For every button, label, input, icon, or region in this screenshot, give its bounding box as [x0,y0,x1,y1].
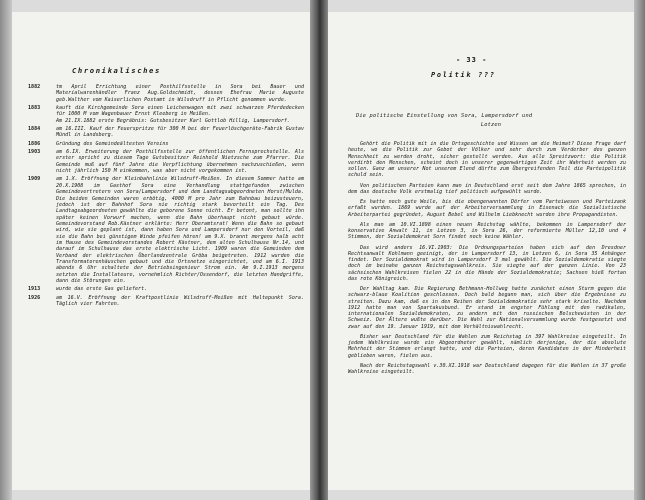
entry-year: 1903 [28,149,41,156]
entry-year: 1883 [28,105,41,112]
article-paragraph: Bisher war Deutschland für die Wahlen zum Reichstag in 397 Wahlkreise eingeteilt. In jedem Wahlkreise wurde ein Abgeordneter gewählt, nämlich derjenige, der die absolute Mehrheit der Stimmen erlangt hatte, und die Parteien, deren Kandidaten in der Minderheit geblieben waren, fielen aus. [348,333,626,359]
article-paragraph: Als man am 10.VI.1898 einen neuen Reichstag wählte, bekommen in Lampersdorf der konservative Anwalt 11, in Lotzen 3, in Sora 26, der reformierte Müller 12,10 und 4 Stimmen, der Sozialdemokrat Sorn findet noch keine Wähler. [348,221,626,241]
entry-text: am 16.V. Eröffnung der Kraftpostlinie Wilsdruff-Meißen mit Haltepunkt Sora. Täglich vier Fahrten. [56,294,304,307]
page-number: - 33 - [456,56,488,64]
heading-line-2: Lotzen [480,121,502,128]
entry-text: am 6.IX. Erweiterung der Posthilfsstelle zur öffentlichen Fernsprechstelle. Als erster spricht zu diesem Tage Gutsbesitzer Reinhold Nietzsche zum Pfarrer. Die Gemeinde muß auf fünf Jahre die Verpflichtung übernehmen nachzuschießen, wenn nicht jährlich 150 M einkommen, was aber nicht vorgekommen ist. [56,149,304,175]
article-paragraph: Gehört die Politik mit in die Ortsgeschichte und Wissen um die Heimat? Diese Frage darf heute, wo die Politik zur Gebot der Völker und sehr durch zum Verderber des ganzen Menschheit zu werden droht, sicher gestellt werden. Aus alle Spreitzwort: die Politik verdirbt den Menschen, scheint doch in unserer gegenwärtigen Zeit ihr Wahrheit werden zu sollen. Ganz am unserer Not unserem Elend dürfte zum Übergreifenden Teil die Parteipolitik schuld sein. [348,141,626,179]
chronicle-entry [22,105,304,118]
article-paragraph: Von politischen Parteien kann man in Deutschland erst seit dem Jahre 1865 sprechen, in dem das deutsche Volk erstmalig tief politisch aufgewühlt wurde. [348,182,626,195]
chronicle-entry [22,286,304,292]
chronicle-entry [22,84,304,103]
left-page-title: Chronikalisches [72,66,161,75]
entry-year: 1926 [28,294,41,301]
chronicle-entry [22,149,304,174]
right-page [328,12,634,490]
chronicle-entry [22,176,304,284]
right-page-title: Politik ??? [431,71,496,79]
entry-text: kauft die Kirchgemeinde Sora einen Leichenwagen mit zwei schwarzen Pferdedecken für 1000 M vom Wagenbauer Ernst Kleeberg in Meißen. [56,105,304,118]
heading-line-1: Die politische Einstellung von Sora, Lampersdorf und [356,113,533,119]
entry-text: am 1.X. Eröffnung der Kleinbahnlinie Wilsdruff-Meißen. In diesem Sommer hatte am 20.X.1908 im Gasthof Sora eine Verhandlung stattgefunden zwischen Gemeindevertretern von Sora/Lampersdorf und dem Landtagsabgeordneten Horst/Mulda. Die beiden Gemeinden waren erbötig, 4000 M pro Jahr zum Bahnbau beizusteuern, jedoch ist der Bahnhof Sora nie richtig stark bevorteilt ein Tag. Des Landtagsabgeordneten gewählte die geborene Sonne nicht. Er betont, man sollte ihn später keinen Vorwurf machen, wenn die Bahn überhaupt nicht gebaut würde. Gemeindevorstand Rob.Kästner erklärte: Herr Oberamtsrat! Wenn die Bahn so gebaut wird, wie sie geplant ist, dann haben Sora und Lampersdorf nur den Vorteil, daß sie die Bahn bei günstigem Winde pfeifen hören! am 9.X. brannt morgens halb acht im Hause des Gemeindevorstandes Robert Kästner, dem alten Schulhause Nr.14, und darauf im Schulhause das erste elektrische Licht. 1909 waren die Gemeinden dem Verband der elektrischen Überlandzentrale Gröba beigetreten. 1912 wurden die Transformatorenhäuschen gebaut und die Ortsnetze eingerichtet, und am 6.I. 1913 abends 6 Uhr schaltete der Betriebsingenieur Strom ein. Am 9.I.1913 morgens setzten die Installateure, vornehmlich Richter/Ossendorf, die letzten Handgriffe, dann die Störungen ein. [56,176,304,284]
article-paragraph: Das wird anders 16.VI.1903: Die Ordnungsparteien haben sich auf den Dresdner Rechtsanwalt Kohlmann geeinigt, der in Lampersdorf 13, in Lotzen 6, in Sora 35 Anhänger findet. Der Sozialdemokrat wird in Lampersdorf 3 mal gewählt. Die Sozialdemokratie siegte doch im beinahe ganzen Reichstagswahlkreis. Sie siegte auf der ganzen Linie. Von 23 sächsischen Wahlkreisen fielen 22 in die Hände der Sozialdemokratie; Sachsen hieß fortan das rote Königreich. [348,244,626,282]
chronicle-entry [22,141,304,147]
entry-year [22,118,56,124]
entry-year: 1913 [28,286,41,293]
right-page-edge [634,0,645,500]
article-paragraph: Der Wahltag kam. Die Regierung Bethmann-Hollweg hatte zunächst einen Sturm gegen die schwarz-blaue Koalition geschlossen. Doch bald begann man, sich über die Ergebnisse zu streiten. Dazu kam, daß es in den Reihen der Sozialdemokratie sehr stark kriselte. Nachdem 1912 hatte man von Spartakusbund. Er stand im engster Fühlung mit den radikalen, internationalen Sozialdemokraten, zu andern mit den russischen Bolschewisten in der Schweiz. Der Ältere wußte darüber. Die Wahl zur Nationalversammlung wurde festgesetzt und zwar auf den 19. Januar 1919, mit dem Verhältniswahlrecht. [348,286,626,330]
entry-year: 1882 [28,84,41,90]
entry-year: 1884 [28,126,41,133]
entry-text: tm April Errichtung einer Posthilfsstelle in Sora bei Bauer und Materialwarenhändler Franz Aug.Goldschmidt, dessen Ehefrau Marie Auguste geb.Walther vom Kaiserlichen Postamt in Wilsdruff in Pflicht genommen wurde. [56,84,304,103]
chronicle-entry [22,118,304,124]
chronicle-entries [22,82,304,307]
chronicle-entry [22,126,304,139]
article-paragraph: Es hatte noch gute Weile, bis die obengenannten Dörfer vom Parteiwesen und Parteizank erfaßt wurden. 1869 wurde auf der Arbeiterversammlung in Eisenach die Sozialistische Arbeiterpartei gegründet, August Bebel und Wilhelm Liebknecht wurden ihre Propagandisten. [348,199,626,218]
entry-text: Am 21.IX.1882 erste Begräbnis: Gutsbesitzer Karl Gottlob Hillig, Lampersdorf. [56,117,290,124]
section-heading [356,112,626,129]
left-page [12,12,310,490]
book-gutter [310,0,328,500]
entry-text: wurde das erste Gas geliefert. [56,286,148,293]
chronicle-entry [22,295,304,308]
entry-text: am 16.III. Kauf der Feuerspritze für 300 M bei der Feuerlöschgeräte-Fabrik Gustav Mündl in Landsberg. [56,126,304,139]
entry-text: Gründung des Gemeindeältesten Vereins [56,140,169,147]
article-body [348,141,626,379]
article-paragraph: Nach der Reichstagswahl v.30.XI.1918 war Deutschland dagegen für die Wahlen in 37 große Wahlkreise eingeteilt. [348,362,626,375]
entry-year: 1909 [28,176,41,183]
entry-year: 1886 [28,140,41,147]
left-page-edge [0,0,12,500]
